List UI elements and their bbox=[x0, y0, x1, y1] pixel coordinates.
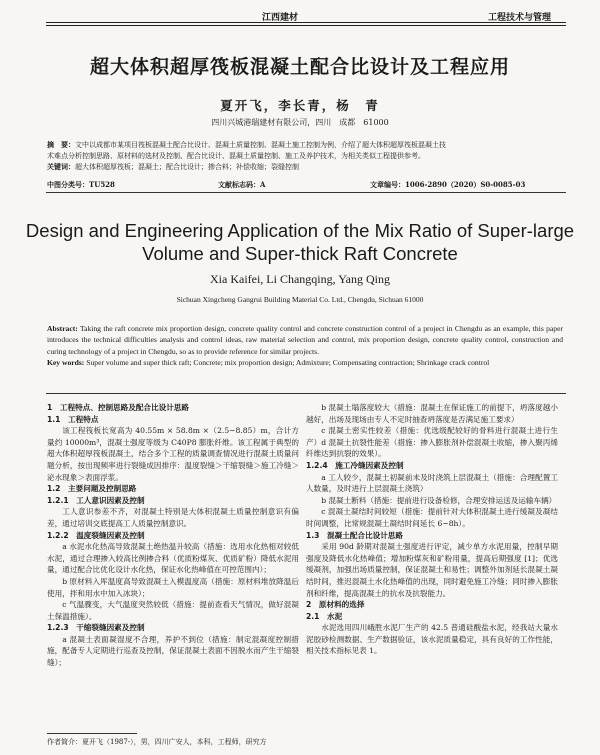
chinese-abstract bbox=[47, 140, 562, 173]
abstract-rule bbox=[46, 393, 566, 394]
body-paragraph: c 混凝土凝结时间较短（措施：提前针对大体积混凝土进行缓凝及凝结时间调整，比常规混凝土凝结时间延长 6~8h）。 bbox=[306, 507, 558, 528]
chinese-abstract-line: 术难点分析控制思路、原材料的选材及控制、配合比设计、混凝土质量控制、施工及养护技术，为相关类似工程提供参考。 bbox=[47, 152, 425, 160]
body-paragraph: b 混凝土断料（措施：提前进行设备检修，合理安排运送及运输车辆） bbox=[321, 495, 557, 505]
body-paragraph: c 混凝土密实性较差（措施：优选级配较好的骨料进行混凝土进行生产）d 混凝土抗裂性能差（措施：掺入膨胀剂补偿混凝土收缩，掺入聚丙烯纤维达到抗裂的效果）。 bbox=[306, 426, 558, 459]
meta-rule bbox=[46, 192, 566, 193]
header-rule bbox=[46, 22, 566, 23]
right-column bbox=[306, 402, 558, 657]
journal-name: 江西建材 bbox=[262, 13, 299, 23]
footnote: 作者简介：夏开飞（1987-），男，四川广安人，本科，工程师，研究方 bbox=[47, 738, 267, 746]
document-code: 文献标志码：A bbox=[218, 180, 266, 189]
body-paragraph: c 气温骤变，大气温度突然较低（措施：提前查看天气情况，做好混凝土保温措施）。 bbox=[47, 600, 299, 621]
body-paragraph: 该工程筏板长宽高为 40.55m × 58.8m ×（2.5~8.85）m，合计方量约 10000m³，混凝土强度等级为 C40P8 膨胀纤维。该工程属于典型的超大体积超厚筏板混凝土，结合多个工程的质量调查情况进行混凝土质量问题分析，按出现频率进行裂缝成因排序：温度裂缝＞干缩裂缝＞施工冷缝＞泌水现象＞表面浮浆。 bbox=[47, 426, 299, 482]
chinese-keywords-label: 关键词： bbox=[47, 163, 75, 171]
section-heading: 1.2 主要问题及控制思路 bbox=[47, 484, 137, 494]
chinese-keywords: 超大体积超厚筏板；混凝土；配合比设计；掺合料；补偿收缩；裂缝控制 bbox=[75, 163, 299, 171]
english-affiliation: Sichuan Xingcheng Gangrui Building Material Co. Ltd., Chengdu, Sichuan 61000 bbox=[176, 295, 424, 304]
body-paragraph: 采用 90d 龄期对混凝土强度进行评定，减少单方水泥用量，控制早期强度及降低水化热峰值；增加粉煤灰和矿粉用量，提高后期强度 [1]；优选缓凝剂，加强出场质量控制，保证混凝土和易性；调整外加剂延长混凝土凝结时间，推迟混凝土水化热峰值的出现，同时避免施工冷缝；同时掺入膨胀剂和纤维，提高混凝土的抗水及抗裂能力。 bbox=[306, 542, 558, 598]
body-paragraph: b 原材料入厍温度高导致混凝土入模温度高（措施：原材料堆放降温后使用，拌和用水中加入冰块）； bbox=[47, 576, 299, 598]
body-paragraph: a 水泥水化热高导致混凝土绝热温升较高（措施：选用水化热相对较低水泥，通过合理掺入较高比例掺合料（优质粉煤灰、优质矿粉）降低水泥用量，通过配合比优化设计水化热，保证水化热峰值在可控范围内）； bbox=[47, 542, 299, 575]
chinese-abstract-line: 文中以成都市某项目筏板混凝土配合比设计、混凝土质量控制、混凝土施工控制为例，介绍了超大体积超厚筏板混凝土技 bbox=[75, 141, 446, 149]
english-authors: Xia Kaifei, Li Changqing, Yang Qing bbox=[210, 272, 390, 286]
clc-number: 中图分类号：TU528 bbox=[47, 180, 115, 189]
chinese-title: 超大体积超厚筏板混凝土配合比设计及工程应用 bbox=[89, 56, 510, 78]
body-paragraph: a 工人较少，混凝土初凝前未及时浇筑上层混凝土（措施：合理配置工人数量，及时进行上层混凝土浇筑） bbox=[306, 472, 558, 494]
section-heading: 1.2.3 干缩裂缝因素及控制 bbox=[47, 623, 145, 633]
body-paragraph: 水泥选用四川峨胜水泥厂生产的 42.5 普通硅酸盐水泥，经我站大量水泥胶砂检测数据、生产数据验证，该水泥质量稳定，具有良好的工作性能，相关技术指标见表 1。 bbox=[306, 623, 558, 656]
section-heading: 2 原材料的选择 bbox=[306, 600, 365, 610]
chinese-abstract-label: 摘 要： bbox=[47, 141, 75, 149]
section-heading: 1.3 混凝土配合比设计思路 bbox=[306, 530, 403, 540]
english-title bbox=[0, 219, 600, 265]
english-title-line: Volume and Super-thick Raft Concrete bbox=[142, 243, 458, 264]
chinese-affiliation: 四川兴城港瑞建材有限公司，四川 成都 61000 bbox=[211, 118, 389, 127]
english-keywords-label: Key words: bbox=[47, 358, 85, 368]
section-heading: 1.2.1 工人意识因素及控制 bbox=[47, 495, 145, 505]
left-column bbox=[47, 402, 299, 669]
english-abstract-text: Taking the raft concrete mix proportion design, concrete quality control and concrete construction control of a project in Chengdu as an example, this paper introduces the technical difficulties analysis and control ideas, raw material selection and control, mix proportion design, concrete quality control, construction and curing technology of a project in Chengdu, so as to provide reference for similar projects. bbox=[47, 324, 563, 356]
header-rule-thin bbox=[46, 25, 566, 26]
english-keywords: Super volume and super thick raft; Concrete; mix proportion design; Admixture; Compensating contraction; Shrinkage crack control bbox=[86, 358, 490, 368]
section-heading: 1 工程特点、控制思路及配合比设计思路 bbox=[47, 403, 189, 412]
body-paragraph: a 混凝土表面凝湿度不合理，养护不到位（措施：制定混凝度控制措施，配备专人定期进行巡查及控制，保证混凝土表面不因脱水而产生干缩裂缝）； bbox=[47, 634, 299, 668]
english-abstract-label: Abstract: bbox=[47, 324, 78, 333]
section-heading: 1.2.2 温度裂缝因素及控制 bbox=[47, 530, 145, 540]
body-paragraph: 工人意识参差不齐，对混凝土特别是大体积混凝土质量控制意识有偏差，通过培训交底提高工人质量控制意识。 bbox=[47, 507, 299, 528]
section-heading: 1.1 工程特点 bbox=[47, 414, 99, 424]
english-abstract bbox=[47, 323, 563, 369]
section-heading: 1.2.4 施工冷缝因素及控制 bbox=[306, 460, 404, 470]
english-title-line: Design and Engineering Application of the Mix Ratio of Super-large bbox=[25, 220, 575, 241]
article-number: 文章编号：1006-2890（2020）S0-0085-03 bbox=[370, 180, 526, 189]
section-name: 工程技术与管理 bbox=[488, 13, 552, 23]
section-heading: 2.1 水泥 bbox=[306, 611, 343, 621]
footnote-rule bbox=[47, 733, 137, 734]
chinese-authors: 夏开飞，李长青，杨 青 bbox=[220, 98, 380, 113]
body-paragraph: b 混凝土塌落度较大（措施：混凝土在保证施工的前提下，坍落度越小越好，出场及现场由专人不定时抽查坍落度是否满足施工要求） bbox=[306, 403, 558, 424]
